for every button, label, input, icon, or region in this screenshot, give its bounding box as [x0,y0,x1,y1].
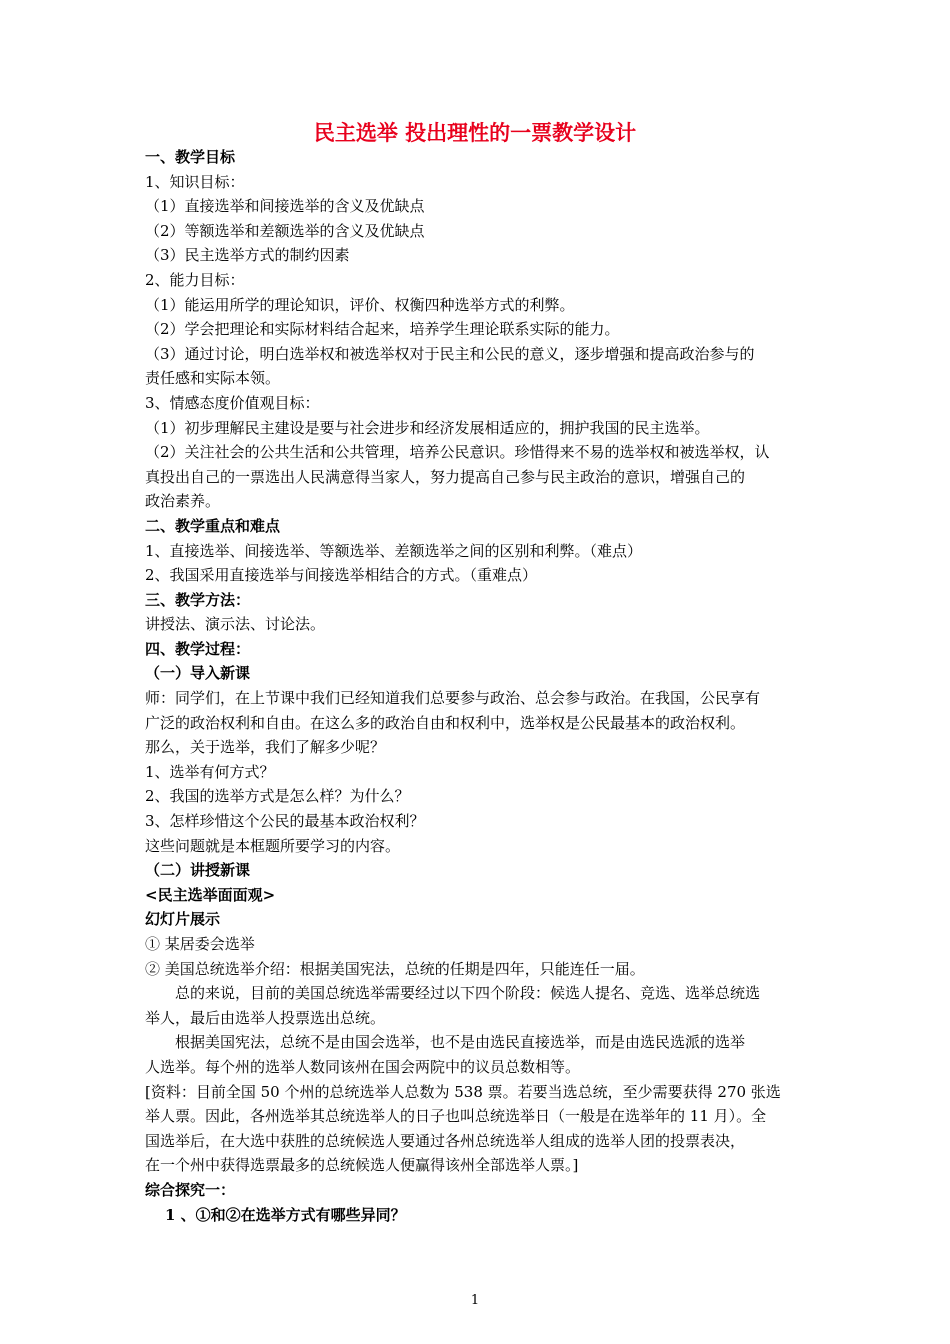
text-line: 政治素养。 [145,492,221,511]
text-line: 2、我国的选举方式是怎么样？为什么？ [145,787,410,806]
subheading-elections-overview: <民主选举面面观> [145,885,276,904]
text-line: 2、我国采用直接选举与间接选举相结合的方式。（重难点） [145,566,538,585]
text-line: 责任感和实际本领。 [145,369,281,388]
heading-process: 四、教学过程： [145,639,251,658]
text-line: ① 某居委会选举 [145,935,255,953]
document-body [145,145,810,1227]
text-line: （1）初步理解民主建设是要与社会进步和经济发展相适应的，拥护我国的民主选举。 [145,418,710,437]
text-line: 1、知识目标： [145,172,245,191]
page-number: 1 [470,1293,480,1308]
heading-objectives: 一、教学目标 [145,148,236,166]
text-line: 2、能力目标： [145,270,245,289]
subheading-intro: （一）导入新课 [145,664,251,683]
subheading-new-lesson: （二）讲授新课 [145,861,251,880]
text-line: （2）关注社会的公共生活和公共管理，培养公民意识。珍惜得来不易的选举权和被选举权，认 [145,443,770,462]
document-title: 民主选举 投出理性的一票教学设计 [313,121,637,145]
text-line: （2）学会把理论和实际材料结合起来，培养学生理论联系实际的能力。 [145,320,620,339]
text-line: （3）通过讨论，明白选举权和被选举权对于民主和公民的意义，逐步增强和提高政治参与的 [145,344,755,363]
text-line: 师：同学们，在上节课中我们已经知道我们总要参与政治、总会参与政治。在我国，公民享有 [145,689,761,708]
heading-methods: 三、教学方法： [145,590,251,609]
text-line: 根据美国宪法，总统不是由国会选举，也不是由选民直接选举，而是由选民选派的选举 [175,1033,746,1052]
text-line: 广泛的政治权利和自由。在这么多的政治自由和权利中，选举权是公民最基本的政治权利。 [145,713,746,732]
text-line: 国选举后，在大选中获胜的总统候选人要通过各州总统选举人组成的选举人团的投票表决， [145,1131,746,1150]
text-line: ② 美国总统选举介绍：根据美国宪法，总统的任期是四年，只能连任一届。 [145,959,645,978]
text-line: 在一个州中获得选票最多的总统候选人便赢得该州全部选举人票。] [145,1156,579,1175]
text-line: 举人票。因此，各州选举其总统选举人的日子也叫总统选举日（一般是在选举年的 11 月）。全 [145,1107,767,1126]
inquiry-question: 1 、①和②在选举方式有哪些异同？ [165,1205,406,1224]
text-line: 举人，最后由选举人投票选出总统。 [145,1008,386,1027]
text-line: 讲授法、演示法、讨论法。 [145,615,326,634]
text-line: （1）直接选举和间接选举的含义及优缺点 [145,197,425,216]
text-line: [资料：目前全国 50 个州的总统选举人总数为 538 票。若要当选总统，至少需要获得 270 张选 [145,1082,781,1101]
text-line: 3、怎样珍惜这个公民的最基本政治权利？ [145,812,425,831]
heading-inquiry-one: 综合探究一： [145,1180,236,1199]
heading-key-points: 二、教学重点和难点 [145,516,281,535]
text-line: 总的来说，目前的美国总统选举需要经过以下四个阶段：候选人提名、竞选、选举总统选 [175,984,761,1003]
text-line: （1）能运用所学的理论知识，评价、权衡四种选举方式的利弊。 [145,295,575,314]
text-line: 1、直接选举、间接选举、等额选举、差额选举之间的区别和利弊。（难点） [145,541,643,560]
text-line: （3）民主选举方式的制约因素 [145,246,350,265]
text-line: 人选举。每个州的选举人数同该州在国会两院中的议员总数相等。 [145,1057,581,1076]
text-line: 1、选举有何方式？ [145,762,275,781]
text-line: 这些问题就是本框题所要学习的内容。 [145,836,401,855]
text-line: 真投出自己的一票选出人民满意得当家人，努力提高自己参与民主政治的意识，增强自己的 [145,467,746,486]
text-line: （2）等额选举和差额选举的含义及优缺点 [145,221,425,240]
subheading-slideshow: 幻灯片展示 [145,910,221,929]
text-line: 3、情感态度价值观目标： [145,393,320,412]
text-line: 那么，关于选举，我们了解多少呢？ [145,738,386,757]
